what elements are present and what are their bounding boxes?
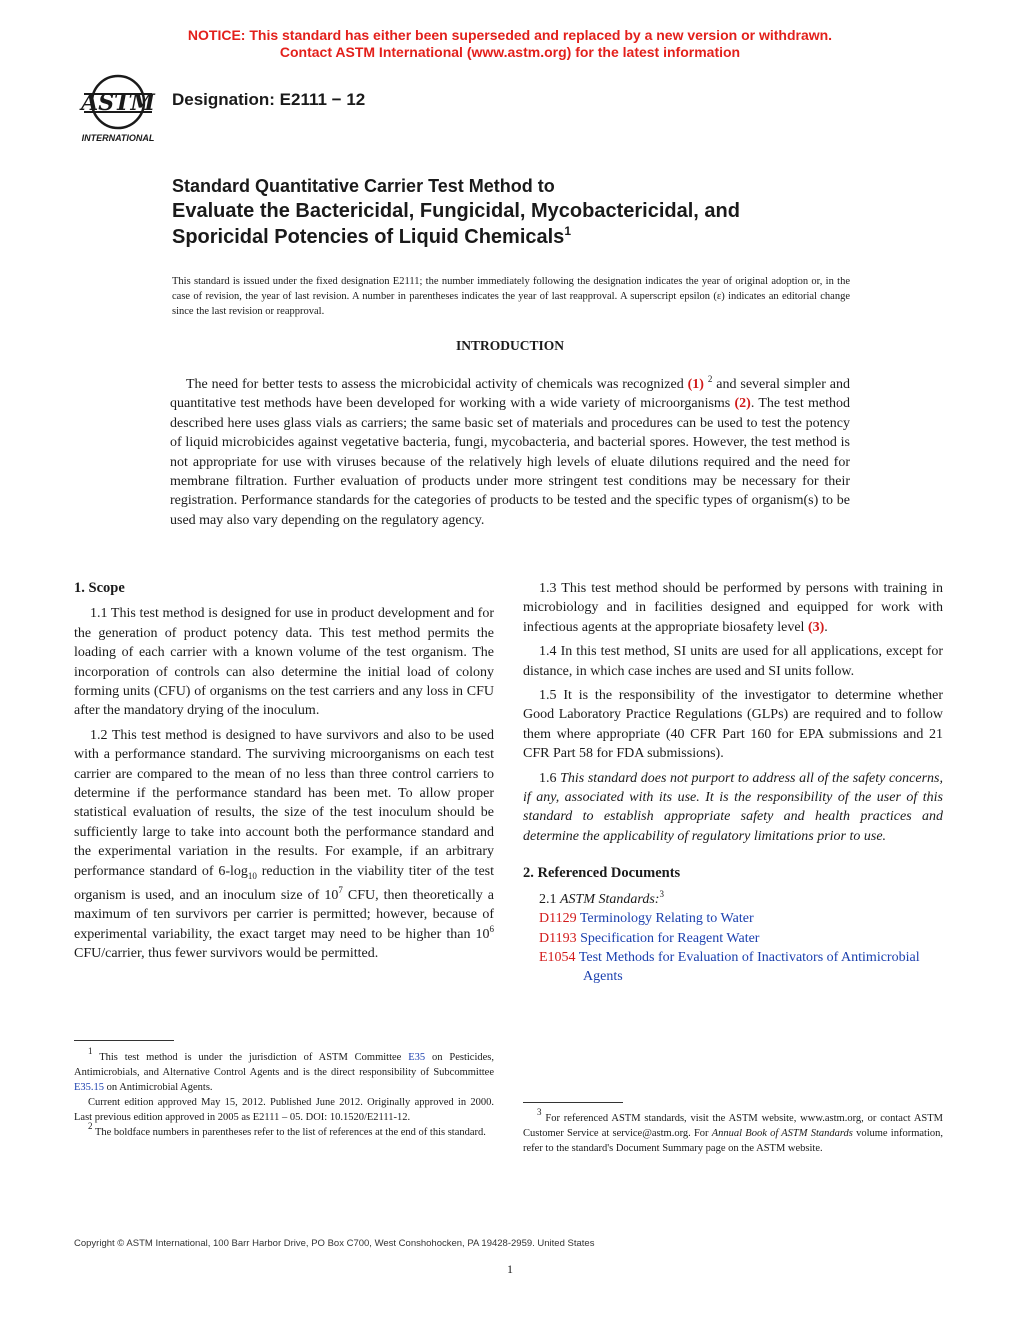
referenced-documents-heading: 2. Referenced Documents [523,865,681,882]
reference-item[interactable]: D1193 Specification for Reagent Water [539,930,760,946]
scope-heading: 1. Scope [74,580,125,596]
committee-link[interactable]: E35 [408,1052,426,1063]
withdrawal-notice [0,27,1020,61]
reference-link-3[interactable]: (3) [807,619,825,635]
scope-1-2: 1.2 This test method is designed to have survivors and also to be used with a performance standard. The surviving microorganisms on each test carrier are compared to the mean of no less than three control carriers to determine if the performance standard has been met. To allow proper statistical evaluation of results, the size of the test inoculum should be sufficiently large to take into account both the performance standard and the experimental variation in the results. For example, if an arbitrary performance standard of $6-\log_{10}$ reduction in the viability titer of the test organism is used, and an inoculum size of $10^7$ CFU, then theoretically a maximum of ten survivors per carrier is permitted; however, because of experimental variability, the exact target may need to be higher than $10^6$ CFU/carrier, thus fewer survivors would be permitted. [74,727,494,962]
copyright-line: Copyright © ASTM International, 100 Barr Harbor Drive, PO Box C700, West Conshohocken, PA 19428-2959. United States [74,1238,595,1249]
astm-standards-label: 2.1 ASTM Standards:$^3$ [539,888,664,907]
introduction-paragraph: The need for better tests to assess the microbicidal activity of chemicals was recognized (1) $^2$ and several simpler and quantitative test methods have been developed for working with a wide variety of microorganisms (2). The test method described here uses glass vials as carriers; the same basic set of materials and procedures can be used to test the potency of liquid microbicides against vegetative bacteria, fungi, mycobacteria, and bacterial spores. However, the test method is not appropriate for use with viruses because of the relatively high levels of eluate dilutions required and the need for membrane filtration. Further evaluation of products under more stringent test conditions may be necessary for their registration. Performance standards for the categories of products to be tested and the specific types of organism(s) to be used may also vary depending on the regulatory agency. [170,374,851,528]
scope-1-3: 1.3 This test method should be performed by persons with training in microbiology and in facilities designed and equipped for work with infectious agents at the appropriate biosafety level (3). [523,581,943,635]
page-number: 1 [507,1262,513,1276]
reference-link-2[interactable]: (2) [734,396,751,412]
right-column [523,579,943,987]
issued-statement: This standard is issued under the fixed designation E2111; the number immediately following the designation indicates the year of original adoption or, in the case of revision, the year of last revision. A number in parentheses indicates the year of last reapproval. A superscript epsilon (ε) indicates an editorial change since the last revision or reapproval. [172,276,850,317]
title-line-1: Standard Quantitative Carrier Test Method to [172,176,555,196]
footnote-1: 1 This test method is under the jurisdiction of ASTM Committee E35 on Pesticides, Antimicrobials, and Alternative Control Agents and is the direct responsibility of Subcommittee E35.15 on Antimicrobial Agents. [74,1046,495,1093]
footnote-divider-left [74,1040,174,1041]
reference-item[interactable]: D1129 Terminology Relating to Water [539,911,754,927]
introduction-heading: INTRODUCTION [455,338,564,353]
title-line-2: Evaluate the Bactericidal, Fungicidal, Mycobactericidal, and [172,200,740,222]
left-column [74,579,494,969]
scope-1-1: 1.1 This test method is designed for use in product development and for the generation of product potency data. This test method permits the loading of each carrier with a known volume of the test organism. The incorporation of controls can also determine the initial load of colony forming units (CFU) of organisms on the test carriers and any loss in CFU after the mandatory drying of the inoculum. [74,606,494,719]
title-footnote-mark: 1 [564,224,571,238]
introduction-body [170,375,850,530]
referenced-documents [523,864,943,986]
reference-link-1[interactable]: (1) [687,377,704,392]
footnotes-right [523,1107,943,1156]
notice-line-1: NOTICE: This standard has either been superseded and replaced by a new version or withdrawn. [187,27,833,43]
logo-mark-text: ASTM [81,90,155,116]
reference-item[interactable]: E1054 Test Methods for Evaluation of Inactivators of Antimicrobial Agents [539,949,920,985]
designation: Designation: E2111 − 12 [172,90,366,109]
logo-subtext: INTERNATIONAL [81,133,155,143]
notice-line-2: Contact ASTM International (www.astm.org) for the latest information [279,44,741,60]
scope-1-5: 1.5 It is the responsibility of the investigator to determine whether Good Laboratory Practice Regulations (GLPs) are required and to follow them where appropriate (40 CFR Part 160 for EPA submissions and 21 CFR Part 58 for FDA submissions). [523,688,943,762]
footnotes-left [74,1046,495,1140]
footnote-1-edition: Current edition approved May 15, 2012. Published June 2012. Originally approved in 2000. Last previous edition approved in 2005 as E2111 – 05. DOI: 10.1520/E2111-12. [74,1097,494,1123]
scope-1-4: 1.4 In this test method, SI units are used for all applications, except for distance, in which case inches are used and SI units follow. [523,644,943,679]
footnote-divider-right [523,1102,623,1103]
astm-logo [74,74,162,146]
footnote-3: 3 For referenced ASTM standards, visit the ASTM website, www.astm.org, or contact ASTM Customer Service at service@astm.org. For Annual Book of ASTM Standards volume information, refer to the standard's Document Summary page on the ASTM website. [523,1107,943,1154]
footnote-mark-2: 2 [707,374,713,384]
footnote-2: 2 The boldface numbers in parentheses refer to the list of references at the end of this standard. [88,1121,486,1138]
title-line-3: Sporicidal Potencies of Liquid Chemicals$^1$ [172,224,571,248]
scope-1-6: 1.6 This standard does not purport to address all of the safety concerns, if any, associated with its use. It is the responsibility of the user of this standard to establish appropriate safety and health practices and determine the applicability of regulatory limitations prior to use. [523,770,944,844]
document-title [172,174,872,250]
subcommittee-link[interactable]: E35.15 [74,1082,105,1093]
